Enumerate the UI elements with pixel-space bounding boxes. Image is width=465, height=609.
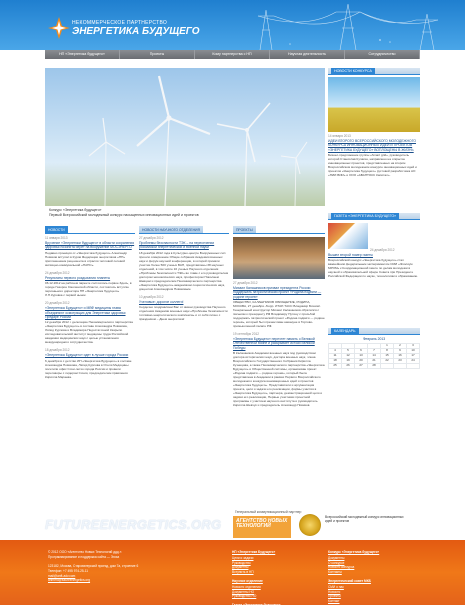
science-news-date: 27 декабря 2012 (139, 236, 164, 240)
partner-label: Генеральный коммуникационный партнер (235, 510, 302, 514)
calendar-day[interactable]: 1 (381, 344, 394, 349)
footer-link[interactable]: Руководство НО (232, 594, 257, 599)
logo-title[interactable]: ЭНЕРГЕТИКА БУДУЩЕГО (72, 26, 200, 37)
news-title[interactable]: «Энергетика Будущего» идет в лучше города России (45, 353, 129, 358)
contest-body: Бизнес-предложение группы «Smart grid», руководитель которой Станислав Кулагин, направлено на открытие инновационных проектов, представленных на втором Всероссийском молодежном конкурсе инновационных идей и проектов «Энергетика будущего» рустовой разработчика АО «НИИ ВИИ» и ООО «АВАНТОКС Капитал». (328, 152, 417, 177)
calendar-day[interactable] (381, 363, 394, 368)
news-date: 20 декабря 2012 (45, 301, 70, 306)
site-header (0, 0, 465, 50)
contest-news-tab[interactable]: НОВОСТИ КОНКУРСА (331, 68, 375, 75)
footer-developer[interactable]: Программирование и поддержка сайта — Эгоза (48, 554, 120, 559)
calendar-day[interactable]: 13 (355, 354, 368, 359)
calendar-day[interactable]: 27 (355, 363, 368, 368)
calendar-month[interactable]: Февраль 2013 (362, 337, 386, 341)
contest-date: 14 января 2013 (328, 134, 351, 138)
project-title-2[interactable]: «Энергетика Будущего» перечтет память о Великой Отечественной войне и раскрывает истоки Великой Победы (233, 337, 315, 350)
news-list (45, 236, 135, 379)
footer-col2-heading[interactable]: Конкурс «Энергетика будущего» (328, 550, 380, 554)
project-body-2: В Калашников Академии военных наук под руководством доктора исторических наук, доктора военных наук, члена Всероссийского Государственного Собрания Кирилла Кузнецова, а также Некоммерческого партнерства «Энергетика Будущего» и Общественной системы, организован проект «Родина подвиги — родине героев», который была представлена в Академии в рамках Первого Всероссийского молодежного конкурса инновационных идей и проектов «Энергетика будущего». Представители и аргументация проекта, цели и задачи его реализации, формы участия в «Энергетика Будущего», партнера, демонстрационной цели и задачи его реализации, Первые участники проектной программы с участием научного института и руководитель Кирилла Шевчук и председатель Александр Новиков. (233, 350, 325, 408)
gazeta-date: 24 декабря 2012 (370, 248, 395, 252)
wind-turbines-image (45, 68, 325, 206)
footer-link[interactable]: Вступить в НП (232, 570, 254, 575)
nav-item-projects[interactable]: Проекты (120, 50, 195, 59)
footer-link[interactable]: Документы (232, 565, 249, 570)
news-body: 6 декабря в с детство ИП «Энергетика Будущего» в составе Александра Новикова, Ляпид Курлова в Отеля Медицины посетили офис Сочи-летко города России и провели переговоры с лидером Сочия, председателем правления Кирилла Мараева. (45, 358, 132, 379)
calendar-day[interactable]: 15 (381, 354, 394, 359)
calendar-day[interactable]: 28 (368, 363, 381, 368)
footer-email-1[interactable]: mail@anft-adv.com (48, 573, 76, 578)
logo-icon[interactable] (48, 17, 70, 39)
calendar-day[interactable]: 10 (407, 349, 420, 354)
calendar-day[interactable]: 7 (368, 349, 381, 354)
news-column (45, 226, 135, 466)
news-date: 11 января 2013 (45, 236, 68, 240)
calendar-week (329, 363, 420, 368)
site-wordmark[interactable]: FUTUREENERGETICS.ORG (45, 517, 222, 532)
banner-title[interactable]: Конкурс «Энергетика будущего» (49, 208, 102, 212)
main-banner[interactable] (45, 68, 325, 226)
calendar-day[interactable] (394, 363, 407, 368)
calendar-grid (328, 343, 420, 368)
footer-link[interactable]: Новости (328, 589, 341, 594)
banner-description: Первый Всероссийский молодежный конкурс насыщенных инновационных идей и проектов (49, 212, 199, 217)
contest-news-header (328, 68, 420, 75)
footer-phone: Телефон: +7 495 974-25-11 (48, 568, 89, 573)
news-title[interactable]: «Энергетика Будущего» и МВФ медицины глава объединяют осмотрящих для Энергетики здоровья Предаре России (45, 306, 126, 319)
science-news-item (139, 236, 229, 291)
footer-link[interactable]: Цели и задачи (232, 555, 254, 560)
footer-copyright: © 2012 ООО «Агентство Новых Технологий ддд.». (48, 550, 123, 554)
calendar-day[interactable]: 18 (329, 359, 342, 364)
calendar-day[interactable]: 8 (381, 349, 394, 354)
project-body: ОБЩЕСТВО, КАЛАШНИКОВ ОБРАЩЕНИЕ, РОДИНА, МОСКВА, 27 декабря. /Корр. ИТАР-ТАСС Владимир Бочков/. Генеральный конструктор Михаил Калашников обратился с письмом к президенту РФ Владимиру Путину с просьбой поддержать патриотический проект «Родина подвиги — родине героев», который был презентован накануне в Торгово-промышленной палате РФ. (233, 299, 325, 328)
contest-title[interactable]: ИДЕИ ВТОРОГО ВСЕРОССИЙСКОГО МОЛОДЕЖНОГО КОНКУРСА ИННОВАЦИОННЫХ ИДЕЙ И ПРОЕКТОВ «ЭНЕРГЕТИКА БУДУЩЕГО» ВОПЛОЩЕНЫ В ЖИЗНЬ (328, 139, 416, 152)
gazeta-body: Всероссийский конкурс «Энергетика будущего» стал важнейшим федеральным экспериментом СМИ «Эполиум МРОМ» к Координационной газете по делам молодежи в научной и образовательной сфере Совета при Президенте Российской Федерации по науке, технологиям и образованию. (328, 258, 419, 279)
news-tabs (45, 226, 135, 234)
gazeta-tab[interactable]: ГАЗЕТА «ЭНЕРГЕТИКА БУДУЩЕГО» (331, 213, 399, 220)
project-date: 27 декабря 2012 (233, 281, 258, 285)
contest-photo[interactable] (328, 77, 420, 132)
news-item (45, 271, 135, 297)
banner-caption (45, 206, 325, 226)
contest-news-block (328, 68, 420, 213)
project-title[interactable]: Михаил Калашников призвал президента России поддержать патриотический проект «Родина подвиги — родине героев» (233, 286, 322, 299)
nav-item-partnership[interactable]: НП «Энергетика будущего» (45, 50, 120, 59)
calendar-day[interactable]: 6 (355, 349, 368, 354)
calendar-day[interactable]: 4 (329, 349, 342, 354)
footer-col1-heading-3[interactable]: Газета «Энергетика будущего» (232, 603, 281, 608)
calendar-day[interactable]: 14 (368, 354, 381, 359)
footer-link[interactable]: Новости конкурса (328, 565, 355, 570)
footer-link[interactable]: О конкурсе (328, 560, 345, 565)
nav-item-partners[interactable]: Кому партнерства с НП (195, 50, 270, 59)
calendar-day[interactable]: 20 (355, 359, 368, 364)
calendar-day[interactable]: 26 (342, 363, 355, 368)
gazeta-title[interactable]: Вышел второй номер газеты (328, 253, 373, 258)
calendar-day[interactable]: 9 (394, 349, 407, 354)
calendar-day[interactable]: 22 (381, 359, 394, 364)
science-news-body: 18 декабря 2012 года в Культурно-центре Вооруженных сил прошло совершение Общие собрания Академии военных наук и форум научной конференции, в которой приняли участие более 500 ученых ВАН, представлены 38 научных отделений, в том числе 10 ученых Научного отделения «Проблемы безопасности ТЭК» во главе с его руководителем доктором экономических наук, профессором Николаем Шевцом и председателем Некоммерческого партнерства «Энергетика Будущего» академиком социологических наук, доцентом Александром Новиковым. (139, 250, 229, 291)
tab-science-news[interactable]: НОВОСТИ НАУЧНОГО ОТДЕЛЕНИЯ (139, 226, 203, 233)
power-lines-illustration (230, 0, 465, 50)
nav-item-cooperation[interactable]: Сотрудничество (345, 50, 420, 59)
gazeta-header (328, 213, 420, 220)
footer-col1-heading-2[interactable]: Научное отделение (232, 578, 263, 583)
footer-link[interactable]: Новости отделения (232, 584, 261, 589)
footer-link[interactable]: Проекты (328, 594, 341, 599)
project-photo[interactable] (233, 237, 325, 279)
footer-link[interactable]: Документы НО (232, 589, 255, 594)
calendar-day[interactable]: 23 (394, 359, 407, 364)
news-date: 24 декабря 2012 (45, 270, 70, 275)
calendar-day[interactable]: 12 (342, 354, 355, 359)
contest-seal-icon[interactable] (299, 514, 321, 536)
footer-email-2[interactable]: ahmeni@futureenergetics.org (48, 578, 91, 583)
calendar-day[interactable]: 2 (394, 344, 407, 349)
calendar-day[interactable] (407, 363, 420, 368)
science-news-body: Сердечно поздравляем Вас от имени руководства Научного отделения Академии военных наук «Проблемы безопасности топливно-энергетического комплекса» и от себя лично с праздником – Днем энергетика! (139, 305, 228, 322)
calendar-block (328, 328, 420, 418)
calendar-day[interactable]: 5 (342, 349, 355, 354)
calendar-day[interactable]: 19 (342, 359, 355, 364)
news-item (45, 301, 135, 344)
tab-news[interactable]: НОВОСТИ (45, 226, 68, 233)
news-title[interactable]: Вручение «Энергетики будущего» в области сохранения здоровья позонита берет на вооружение МОСЭНЕРГО (45, 241, 135, 250)
science-news-title[interactable]: Учеловые: дорогие коллеги! (139, 299, 184, 304)
science-news-date: 10 декабря 2012 (139, 294, 164, 299)
news-item (45, 236, 135, 267)
calendar-day[interactable]: 21 (368, 359, 381, 364)
science-news-list (139, 236, 229, 321)
projects-column (233, 226, 325, 466)
calendar-day[interactable]: 24 (407, 359, 420, 364)
seal-text: Всероссийский молодежный конкурс инновационных идей и проектов (325, 515, 404, 524)
footer-links-col-2 (328, 550, 420, 604)
calendar-day[interactable]: 25 (329, 363, 342, 368)
news-date: 18 декабря 2012 (45, 348, 70, 353)
news-body: Недавно проекция от «Энергетика будущего» Александр Новиков вступил в Куров Федерации энергетиков «ПН» приглашением рецензента в отрасли тепловой сетевой жилищно-коммунальной «ПАНС». (45, 250, 127, 267)
gazeta-block (328, 213, 420, 328)
footer-link[interactable]: Руководство (232, 560, 251, 565)
footer-address: 123182, Москва, Староватерский проезд, дом 7а, строение 6 (48, 564, 139, 569)
footer-link[interactable]: Контакт (328, 599, 340, 604)
calendar-tab: КАЛЕНДАРЬ (331, 328, 359, 335)
calendar-day[interactable]: 17 (407, 354, 420, 359)
gazeta-cover-image[interactable] (328, 223, 368, 249)
footer-links-col-1 (232, 550, 322, 609)
project-date-2: 19 сентября 2012 (233, 332, 260, 337)
news-body: 12 декабря 2012 г. делегацию Некоммерческого партнерства «Энергетика Будущего» в составе Александра Новикова, Ляпид Курлова и Владимира Недостаточной Казрыпо исследовательский институт медицины труда Российской академии медицинских наук с целью установления международного сотрудничества. (45, 320, 133, 345)
news-body: 06.12.2012 на рабочем паренте состоялось первое Здесь, в городе Газорон Смоленской области, состоялось вступлю периоаьного директора НП «Энергетика будущего» Л.Н.Куровка с первой нынок. (45, 281, 132, 298)
footer-link[interactable]: СМИ о нас (328, 584, 344, 589)
site-footer (0, 540, 465, 608)
tab-projects[interactable]: ПРОЕКТЫ (233, 226, 256, 233)
logo-subtitle: НЕКОММЕРЧЕСКОЕ ПАРТНЕРСТВО (72, 20, 168, 26)
news-item (45, 348, 135, 378)
calendar-header (328, 328, 420, 335)
main-nav (45, 50, 420, 59)
science-tabs (139, 226, 229, 234)
footer-col2-heading-2[interactable]: Энергетический совет МКБ (328, 578, 371, 583)
science-news-title[interactable]: Проблемы безопасности ТЭК – на пересечении российской энергетической и военной науки (139, 241, 215, 250)
science-news-column (139, 226, 229, 466)
footer-link[interactable]: Документы (328, 555, 345, 560)
news-title[interactable]: Результаты первого роздыхания планеты (45, 275, 111, 280)
nav-item-science[interactable]: Научная деятельность (270, 50, 345, 59)
calendar-day[interactable]: 3 (407, 344, 420, 349)
projects-tabs (233, 226, 325, 234)
footer-link[interactable]: Контакты (328, 570, 342, 575)
agency-logo[interactable]: АГЕНТСТВО НОВЫХ ТЕХНОЛОГИЙ (233, 516, 291, 538)
calendar-day[interactable]: 16 (394, 354, 407, 359)
calendar-day[interactable]: 11 (329, 354, 342, 359)
partners-strip (45, 507, 420, 540)
science-news-item (139, 295, 229, 321)
footer-col1-heading[interactable]: НП «Энергетика Будущего» (232, 550, 276, 554)
footer-contacts (48, 550, 153, 583)
